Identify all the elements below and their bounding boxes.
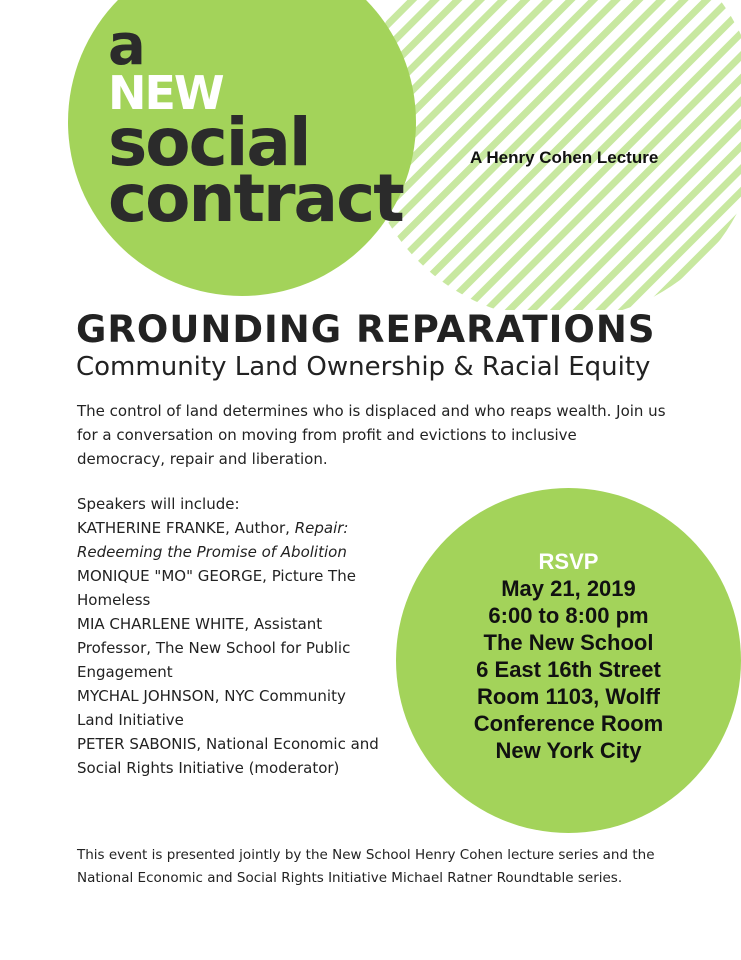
event-room-line2: Conference Room [473,711,664,736]
event-subtitle: Community Land Ownership & Racial Equity [76,352,651,382]
speaker-book-title: Repair: Redeeming the Promise of Abolition [77,519,349,561]
rsvp-details [396,548,741,764]
rsvp-label: RSVP [538,549,599,574]
speaker-name: MYCHAL JOHNSON [77,687,215,705]
logo-word-contract: contract [108,160,403,237]
speakers-heading: Speakers will include: [77,495,240,513]
speaker-name: MONIQUE "MO" GEORGE [77,567,263,585]
event-room-line1: Room 1103, Wolff [477,684,660,709]
speaker-item [77,516,387,564]
speaker-item [77,612,387,684]
speaker-item [77,732,387,780]
event-address: 6 East 16th Street [476,657,661,682]
event-description: The control of land determines who is displaced and who reaps wealth. Join us for a conversation on moving from profit and evictions to inclusive democracy, repair and liberation. [77,402,666,468]
event-date: May 21, 2019 [501,576,636,601]
event-time: 6:00 to 8:00 pm [488,603,649,628]
speaker-item [77,684,387,732]
sponsor-note: This event is presented jointly by the New School Henry Cohen lecture series and the National Economic and Social Rights Initiative Michael Ratner Roundtable series. [77,847,655,886]
logo-word-social: social [108,104,310,181]
speakers-section [77,492,387,780]
speaker-name: KATHERINE FRANKE [77,519,226,537]
speaker-name: PETER SABONIS [77,735,197,753]
speaker-role: , Picture The Homeless [77,567,356,609]
speaker-role: , Assistant Professor, The New School for Public Engagement [77,615,351,681]
speaker-role: , National Economic and Social Rights Initiative (moderator) [77,735,379,777]
event-title: GROUNDING REPARATIONS [76,308,656,351]
logo-word-new: NEW [108,66,223,120]
event-city: New York City [495,738,642,763]
event-venue: The New School [483,630,654,655]
speaker-name: MIA CHARLENE WHITE [77,615,245,633]
speaker-role: , Author, [225,519,295,537]
speaker-item [77,564,387,612]
speaker-role: , NYC Community Land Initiative [77,687,346,729]
lecture-series-label: A Henry Cohen Lecture [470,148,659,167]
logo-word-a: a [108,13,144,78]
event-logo [108,13,403,237]
